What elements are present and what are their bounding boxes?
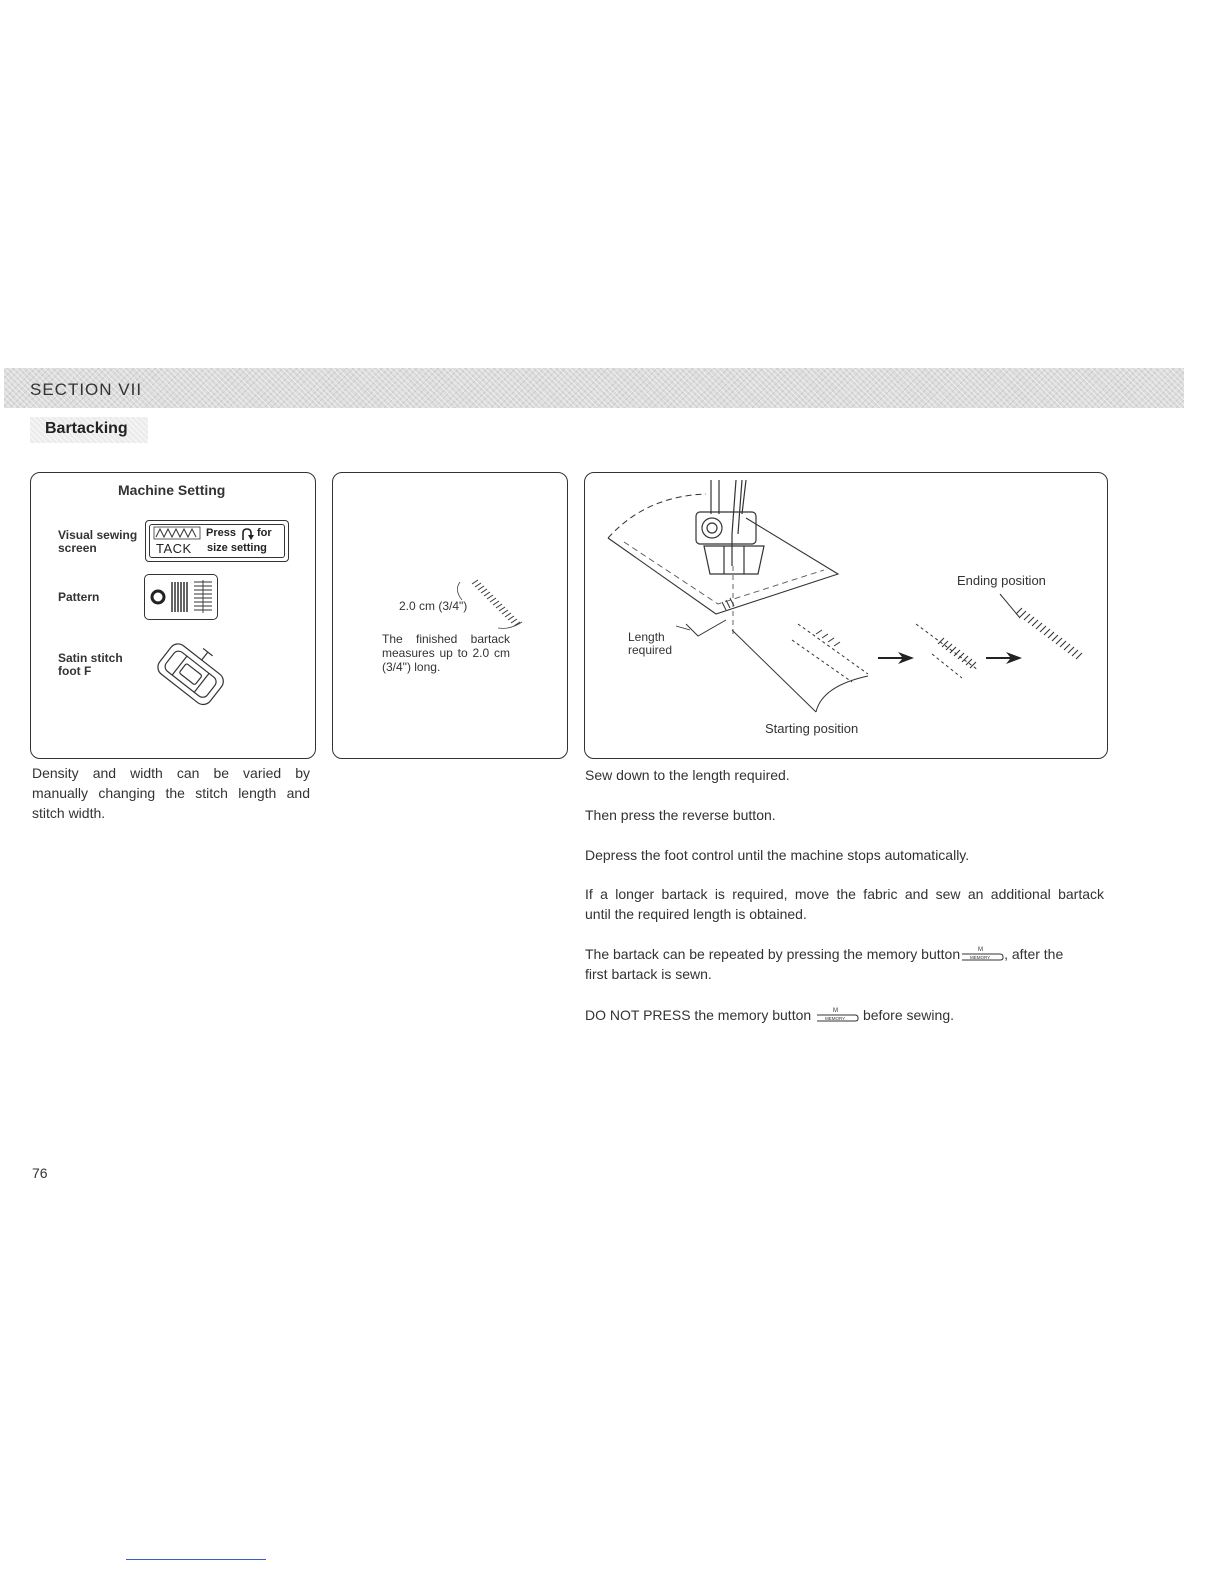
section-title: SECTION VII (30, 380, 143, 399)
foot-label-2: foot F (58, 664, 92, 678)
screen-size-setting-label: size setting (207, 542, 267, 554)
starting-position-label: Starting position (765, 721, 859, 736)
reverse-arrow-icon (240, 528, 254, 541)
warning-text-a: DO NOT PRESS the memory button (585, 1007, 812, 1024)
bartack-caption-line-2: measures up to 2.0 cm (382, 646, 510, 660)
page-number: 76 (32, 1165, 48, 1181)
instruction-sew-down: Sew down to the length required. (585, 767, 790, 783)
density-text-line-3: stitch width. (32, 805, 106, 821)
machine-setting-title: Machine Setting (118, 482, 226, 498)
visual-screen-label-1: Visual sewing (58, 528, 138, 542)
instruction-repeat-text-a: The bartack can be repeated by pressing the memory button (585, 946, 961, 963)
bartack-measure-label: 2.0 cm (3/4") (399, 599, 468, 613)
length-required-label-2: required (628, 643, 673, 657)
length-required-label-1: Length (628, 630, 665, 644)
screen-tack-label: TACK (156, 541, 192, 556)
pattern-label: Pattern (58, 590, 100, 604)
memory-button-m-2: M (833, 1008, 839, 1014)
section-header-bar (4, 368, 1184, 408)
screen-for-label: for (257, 527, 272, 539)
subsection-title: Bartacking (45, 420, 128, 437)
warning-text-b: before sewing. (862, 1007, 954, 1024)
memory-button-word: MEMORY (970, 955, 991, 960)
instruction-depress-foot: Depress the foot control until the machine stops automatically. (585, 847, 970, 863)
foot-label-1: Satin stitch (58, 651, 123, 665)
memory-button-icon-2 (815, 1005, 859, 1028)
instruction-repeat-line-2: first bartack is sewn. (585, 966, 712, 982)
bartack-pattern-icon (148, 578, 216, 616)
density-text-line-2: manually changing the stitch length and (32, 785, 310, 801)
bartack-caption-line-3: (3/4") long. (382, 660, 441, 674)
memory-button-m: M (978, 947, 984, 953)
memory-button-word-2: MEMORY (825, 1016, 846, 1021)
instruction-longer-bartack-1: If a longer bartack is required, move the fabric and sew an additional bartack (585, 886, 1104, 902)
instruction-longer-bartack-2: until the required length is obtained. (585, 906, 807, 922)
bartack-caption-line-1: The finished bartack (382, 632, 510, 646)
satin-stitch-foot-icon (140, 640, 240, 710)
screen-press-label: Press (206, 527, 236, 539)
density-text-line-1: Density and width can be varied by (32, 765, 310, 781)
instruction-repeat-text-b: , after the (1004, 946, 1064, 963)
instruction-press-reverse: Then press the reverse button. (585, 807, 776, 823)
warning-memory-button (585, 1005, 954, 1028)
bartack-sewing-diagram (586, 474, 1106, 756)
zigzag-stitch-icon (153, 526, 201, 540)
memory-button-icon (960, 944, 1004, 967)
footer-rule (126, 1559, 266, 1560)
ending-position-label: Ending position (957, 573, 1046, 588)
visual-screen-label-2: screen (58, 541, 97, 555)
